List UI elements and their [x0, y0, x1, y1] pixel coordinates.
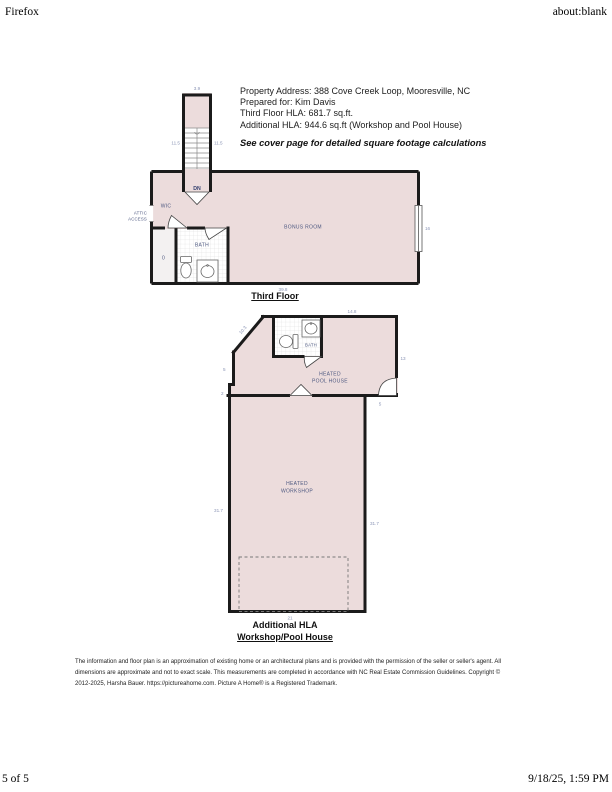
dim-pool-right-bottom: 5 [378, 401, 382, 407]
print-header-url: about:blank [552, 6, 607, 18]
dim-overall-width: 39.8 [278, 287, 288, 292]
dim-workshop-right: 31.7 [370, 521, 379, 526]
additional-hla-title-line1: Additional HLA [252, 620, 318, 630]
attic-access-opening [150, 206, 153, 222]
attic-access-label-line2: ACCESS [128, 216, 147, 222]
property-address-line: Property Address: 388 Cove Creek Loop, Mooresville, NC [240, 86, 471, 96]
workshop-pool-house-plan-drawing [210, 305, 410, 627]
dim-stairs-width: 3.9 [193, 86, 201, 91]
third-floor-title [105, 291, 445, 301]
dim-garage-width: 21 [287, 615, 293, 621]
print-footer-page-number: 5 of 5 [2, 773, 29, 785]
disclaimer-line2: dimensions are approximate and not to exact scale. This measurements are completed in accordance with NC Real Estate Commission Guidelines. Copyright © [75, 670, 501, 676]
dim-pool-right: 13 [400, 356, 406, 361]
attic-access-label-line1: ATTIC [133, 210, 147, 216]
bath-label: BATH [194, 242, 210, 249]
print-header-browser: Firefox [5, 6, 39, 18]
bonus-room-window [415, 206, 422, 252]
third-floor-hla-line: Third Floor HLA: 681.7 sq.ft. [240, 108, 354, 119]
toilet-icon [181, 257, 192, 279]
disclaimer-line3: 2012-2025, Harsha Bauer. https://pictureahome.com. Picture A Home® is a Registered Trademark. [75, 681, 338, 687]
pool-bath-toilet-icon [280, 335, 299, 349]
workshop-label-line1: HEATED [286, 481, 308, 487]
dim-pool-top: 14.8 [347, 309, 357, 314]
sink-vanity-icon [197, 260, 218, 282]
dim-stairs-right: 11.5 [214, 140, 223, 146]
print-footer-timestamp: 9/18/25, 1:59 PM [528, 773, 609, 785]
pool-house-label-line2: POOL HOUSE [312, 378, 348, 385]
prepared-for-line: Prepared for: Kim Davis [240, 97, 336, 108]
dim-window-right: 16 [425, 226, 431, 231]
pool-house-label-line1: HEATED [319, 371, 341, 378]
dim-pool-diagonal: 10.3 [238, 324, 248, 336]
closet-label: 0 [161, 255, 166, 262]
pool-bath-label: BATH [305, 342, 317, 348]
wic-label: WIC [160, 203, 172, 210]
dim-pool-left-upper: 5 [222, 367, 226, 372]
bonus-room-label: BONUS ROOM [284, 224, 322, 231]
stairs-dn-label: DN [193, 186, 201, 192]
dim-stairs-left: 11.5 [171, 140, 180, 146]
cover-page-notice: See cover page for detailed square footage calculations [240, 138, 487, 148]
additional-hla-line: Additional HLA: 944.6 sq.ft (Workshop and Pool House) [240, 119, 462, 130]
dim-pool-left-lower: 2 [220, 391, 224, 396]
dim-workshop-left: 31.7 [214, 508, 223, 513]
workshop-label-line2: WORKSHOP [280, 488, 314, 495]
additional-hla-title-line2: Workshop/Pool House [237, 631, 333, 642]
disclaimer-line1: The information and floor plan is an approximation of existing home or an architectural plans and is provided with the permission of the seller or seller's agent. All [75, 659, 502, 665]
third-floor-plan-drawing [105, 80, 445, 312]
third-floor-title-text: Third Floor [251, 291, 299, 301]
disclaimer-block [75, 657, 540, 690]
additional-hla-title [175, 620, 395, 643]
pool-bath-sink-icon [302, 320, 320, 337]
